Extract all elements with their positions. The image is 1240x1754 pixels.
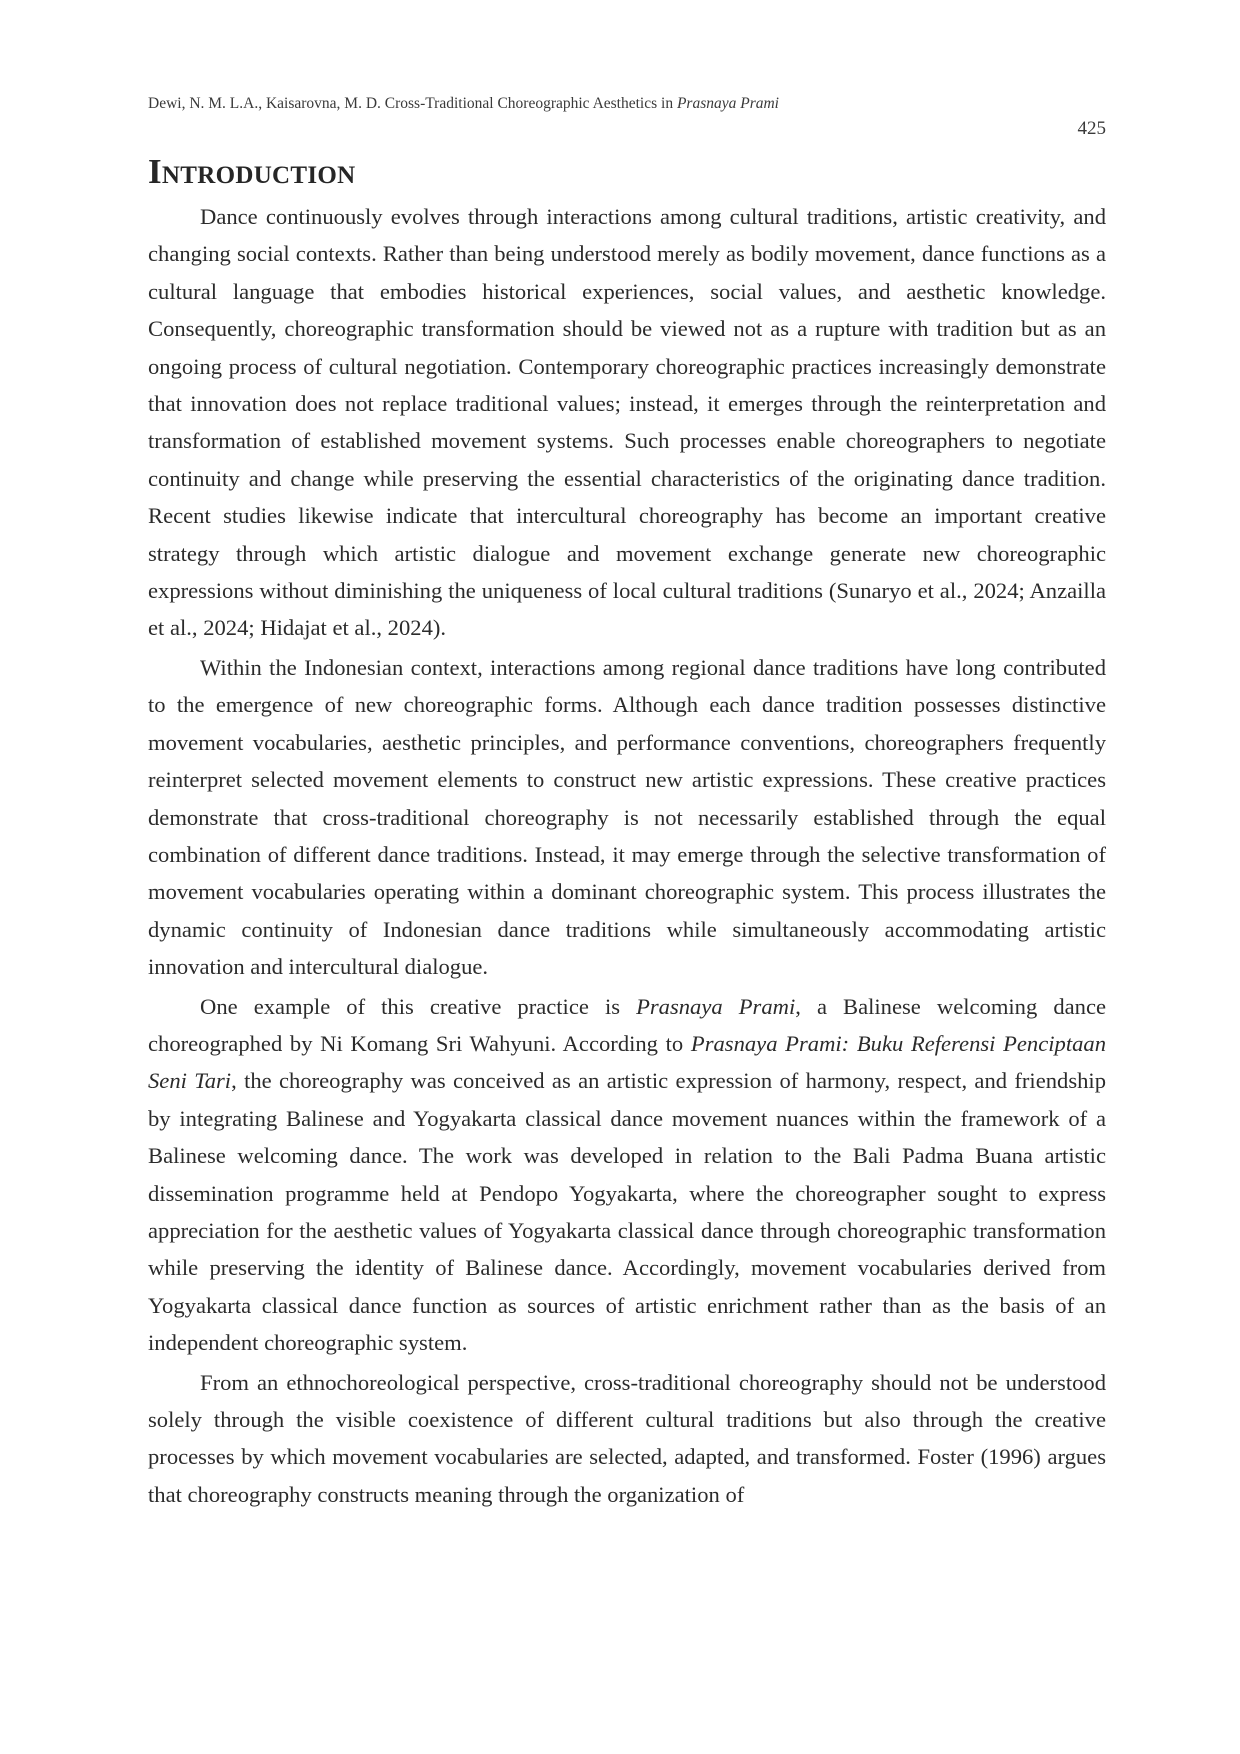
paragraph-2: Within the Indonesian context, interactions among regional dance traditions have long contributed to the emergence of new choreographic forms. Although each dance tradition possesses distinctive movement vocabularies, aesthetic principles, and performance conventions, choreographers frequently reinterpret selected movement elements to construct new artistic expressions. These creative practices demonstrate that cross-traditional choreography is not necessarily established through the equal combination of different dance traditions. Instead, it may emerge through the selective transformation of movement vocabularies operating within a dominant choreographic system. This process illustrates the dynamic continuity of Indonesian dance traditions while simultaneously accommodating artistic innovation and intercultural dialogue.	[148, 654, 1106, 980]
page-number: 425	[1077, 118, 1106, 139]
paragraph-1: Dance continuously evolves through interactions among cultural traditions, artistic creativity, and changing social contexts. Rather than being understood merely as bodily movement, dance functions as a cultural language that embodies historical experiences, social values, and aesthetic knowledge. Consequently, choreographic transformation should be viewed not as a rupture with tradition but as an ongoing process of cultural negotiation. Contemporary choreographic practices increasingly demonstrate that innovation does not replace traditional values; instead, it emerges through the reinterpretation and transformation of established movement systems. Such processes enable choreographers to negotiate continuity and change while preserving the essential characteristics of the originating dance tradition. Recent studies likewise indicate that intercultural choreography has become an important creative strategy through which artistic dialogue and movement exchange generate new choreographic expressions without diminishing the uniqueness of local cultural traditions (Sunaryo et al., 2024; Anzailla et al., 2024; Hidajat et al., 2024).	[148, 204, 1106, 641]
paragraph-3-text-a: One example of this creative practice is	[200, 993, 637, 1019]
paragraph-3-italic-reference: Prasnaya Prami: Buku Referensi Penciptaan Seni Tari	[148, 1030, 1106, 1094]
section-heading: Introduction	[148, 152, 356, 191]
paragraph-4: From an ethnochoreological perspective, cross-traditional choreography should not be understood solely through the visible coexistence of different cultural traditions but also through the creative processes by which movement vocabularies are selected, adapted, and transformed. Foster (1996) argues that choreography constructs meaning through the organization of	[148, 1369, 1106, 1507]
paragraph-3-text-c: , the choreography was conceived as an artistic expression of harmony, respect, and friendship by integrating Balinese and Yogyakarta classical dance movement nuances within the framework of a Balinese welcoming dance. The work was developed in relation to the Bali Padma Buana artistic dissemination programme held at Pendopo Yogyakarta, where the choreographer sought to express appreciation for the aesthetic values of Yogyakarta classical dance through choreographic transformation while preserving the identity of Balinese dance. Accordingly, movement vocabularies derived from Yogyakarta classical dance function as sources of artistic enrichment rather than as the basis of an independent choreographic system.	[148, 1068, 1106, 1356]
paragraph-3-text-b: , a Balinese welcoming dance choreographed by Ni Komang Sri Wahyuni. According to	[148, 993, 1106, 1056]
running-head-text: Dewi, N. M. L.A., Kaisarovna, M. D. Cross-Traditional Choreographic Aesthetics in	[148, 95, 677, 112]
paragraph-3-italic-title: Prasnaya Prami	[636, 993, 796, 1019]
paragraph-3	[148, 988, 1106, 1362]
body-text	[148, 198, 1106, 1515]
running-head-italic-title: Prasnaya Prami	[676, 95, 779, 112]
running-head	[148, 95, 779, 113]
